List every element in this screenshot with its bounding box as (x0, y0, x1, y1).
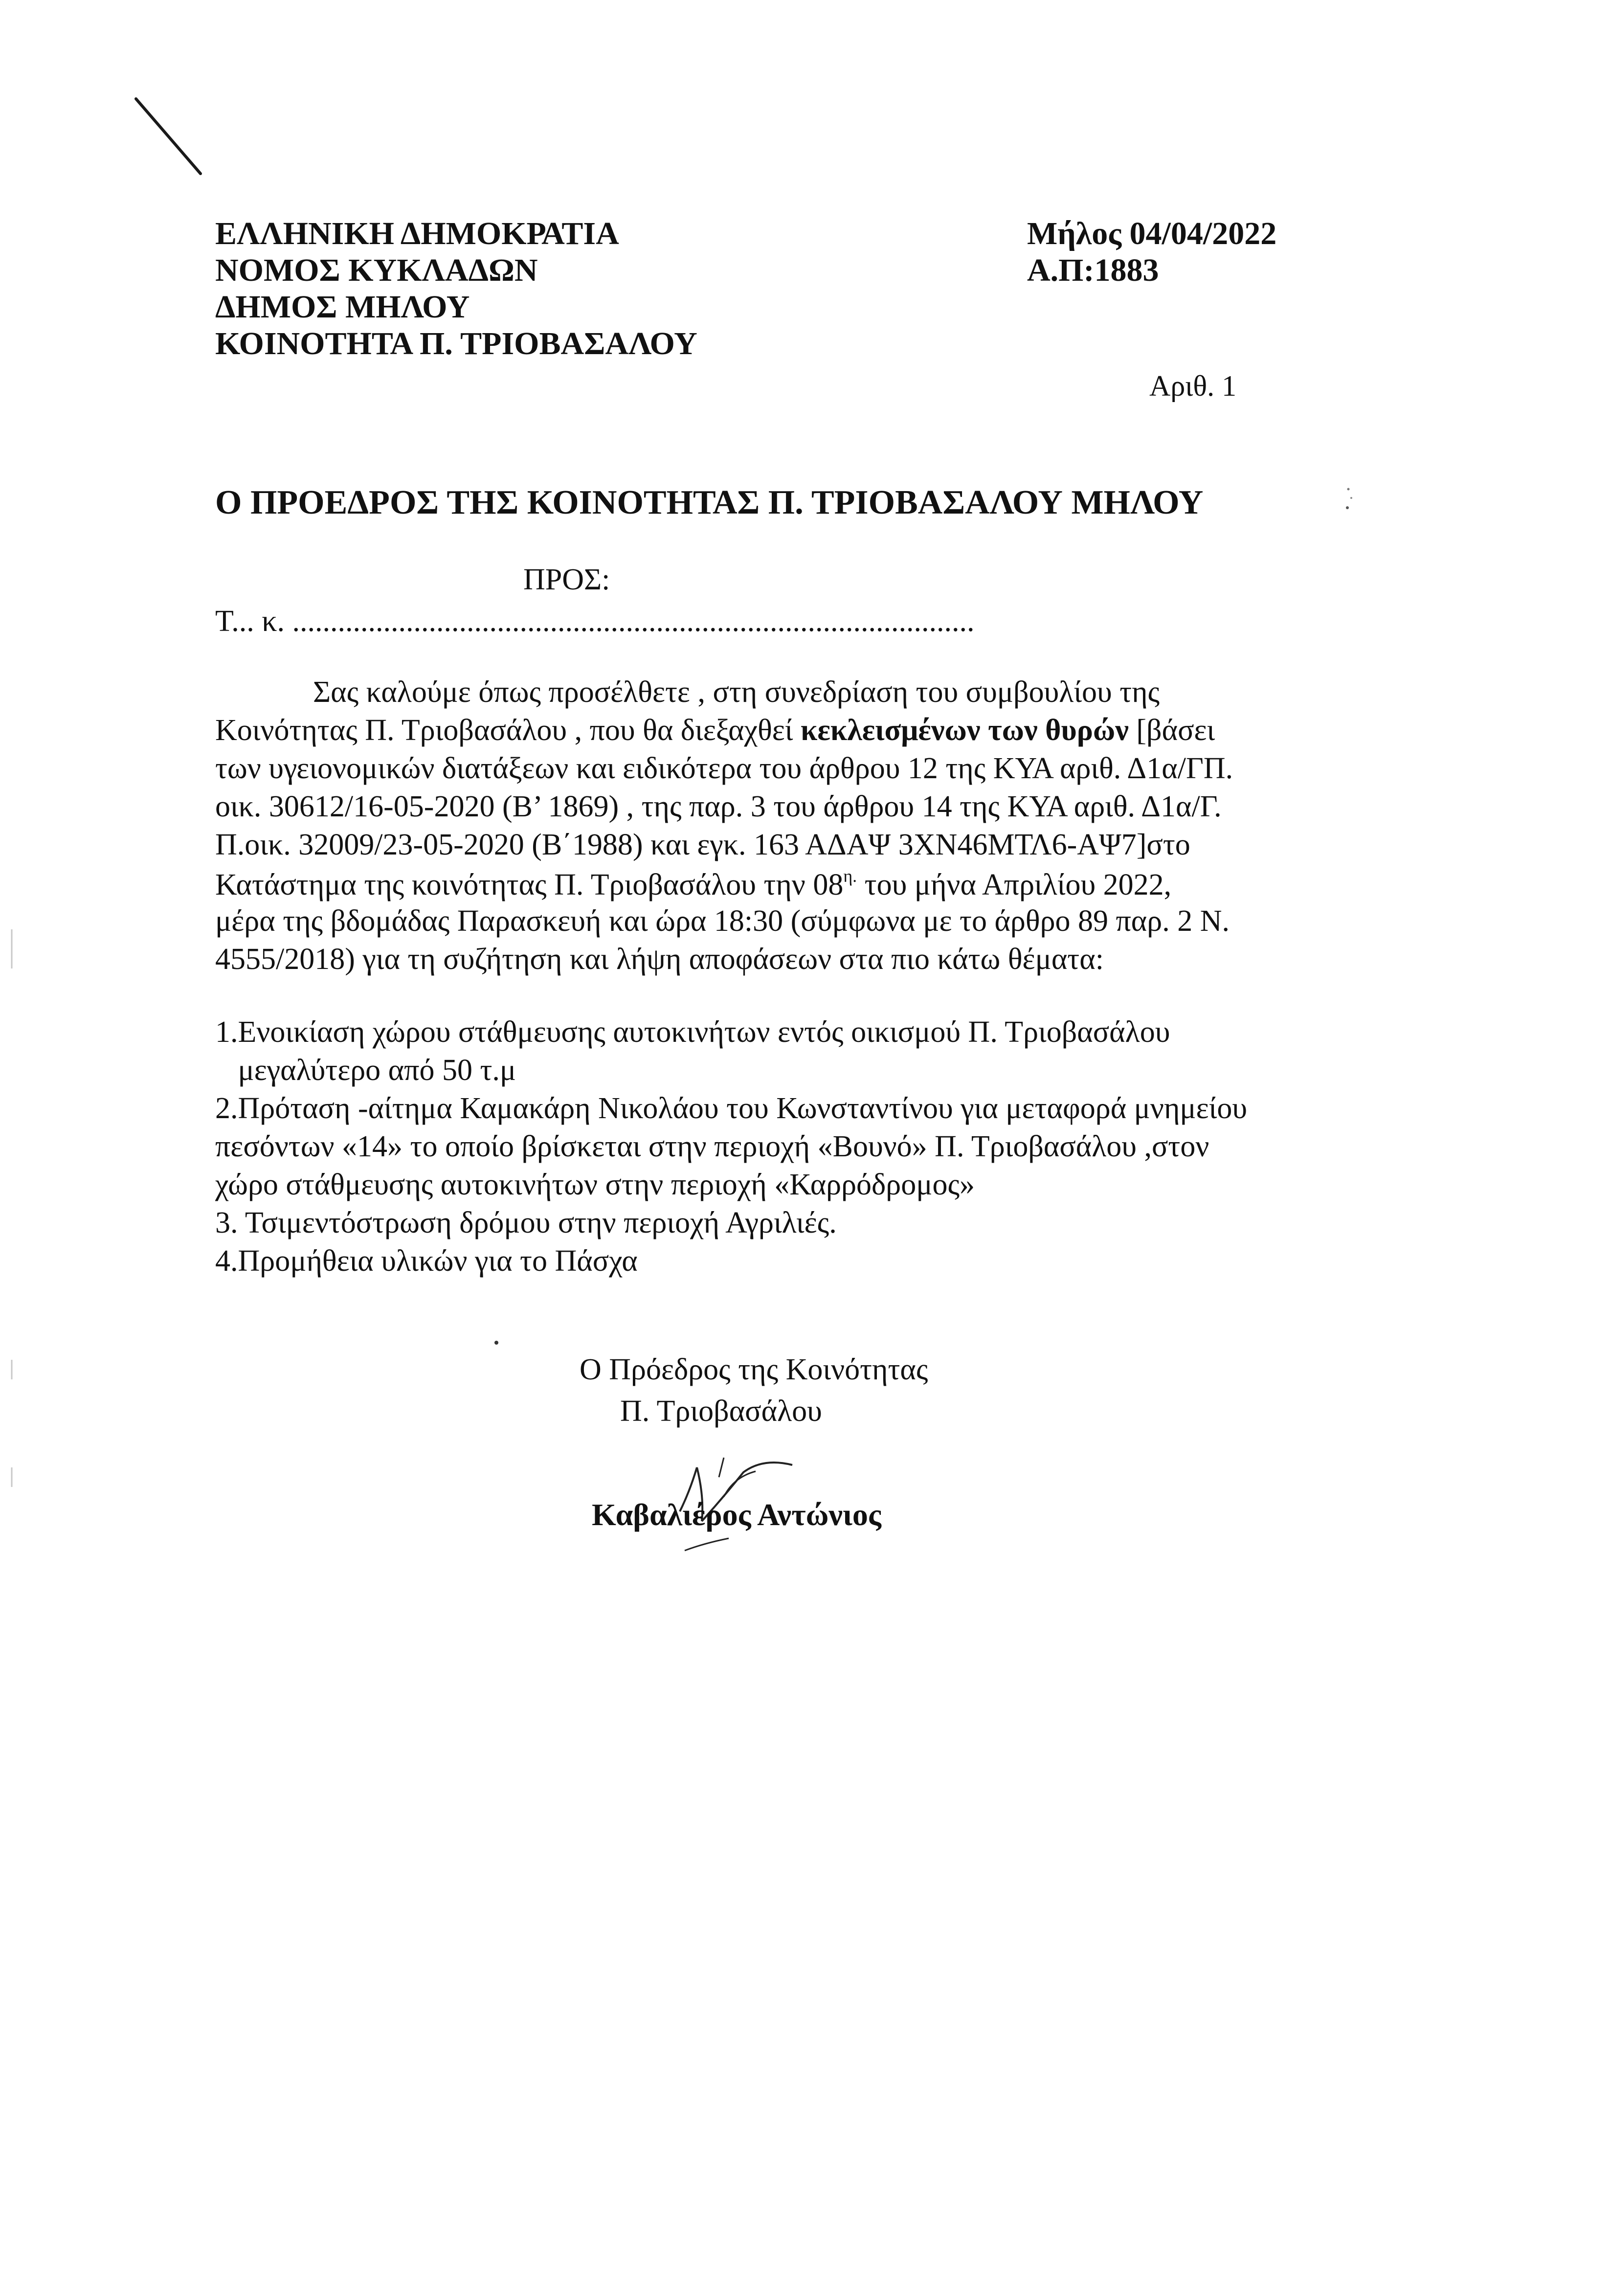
signatory-name: Καβαλιέρος Αντώνιος (592, 1497, 881, 1532)
body-line-8: 4555/2018) για τη συζήτηση και λήψη αποφάσεων στα πιο κάτω θέματα: (215, 943, 1104, 976)
body-line-6-text: Κατάστημα της κοινότητας Π. Τριοβασάλου την 08 (215, 868, 844, 901)
body-line-7: μέρα της βδομάδας Παρασκευή και ώρα 18:30 (σύμφωνα με το άρθρο 89 παρ. 2 Ν. (215, 904, 1230, 938)
recipient-line: Τ... κ. .......................................................................................... (215, 605, 975, 638)
body-line-2-end: [βάσει (1128, 714, 1215, 747)
closed-doors-phrase: κεκλεισμένων των θυρών (800, 714, 1129, 747)
authority-header (215, 215, 697, 362)
protocol-number: Α.Π:1883 (1027, 252, 1159, 288)
header-line-prefecture: ΝΟΜΟΣ ΚΥΚΛΑΔΩΝ (215, 252, 538, 288)
body-line-1: Σας καλούμε όπως προσέλθετε , στη συνεδρίαση του συμβουλίου της (313, 675, 1160, 709)
stray-dot (492, 1338, 501, 1348)
body-line-4: οικ. 30612/16-05-2020 (Β’ 1869) , της παρ. 3 του άρθρου 14 της ΚΥΑ αριθ. Δ1α/Γ. (215, 790, 1222, 823)
agenda-item-3: 3. Τσιμεντόστρωση δρόμου στην περιοχή Αγριλιές. (215, 1206, 837, 1239)
speck-mark (1342, 484, 1362, 518)
scan-mark (127, 93, 215, 186)
body-line-6-end: του μήνα Απριλίου 2022, (857, 868, 1172, 901)
body-line-2 (215, 713, 1215, 748)
header-line-republic: ΕΛΛΗΝΙΚΗ ΔΗΜΟΚΡΑΤΙΑ (215, 216, 619, 251)
date-protocol-block (1027, 215, 1276, 289)
body-line-3: των υγειονομικών διατάξεων και ειδικότερα του άρθρου 12 της ΚΥΑ αριθ. Δ1α/ΓΠ. (215, 752, 1233, 785)
signature-title: Ο Πρόεδρος της Κοινότητας (580, 1353, 928, 1386)
to-label: ΠΡΟΣ: (523, 563, 610, 596)
place-date: Μήλος 04/04/2022 (1027, 216, 1277, 251)
document-title: Ο ΠΡΟΕΔΡΟΣ ΤΗΣ ΚΟΙΝΟΤΗΤΑΣ Π. ΤΡΙΟΒΑΣΑΛΟΥ ΜΗΛΟΥ (215, 484, 1204, 521)
agenda-item-1: 1.Ενοικίαση χώρου στάθμευσης αυτοκινήτων εντός οικισμού Π. Τριοβασάλου (215, 1015, 1170, 1049)
agenda-item-4: 4.Προμήθεια υλικών για το Πάσχα (215, 1244, 638, 1278)
agenda-item-2: 2.Πρόταση -αίτημα Καμακάρη Νικολάου του Κωνσταντίνου για μεταφορά μνημείου (215, 1092, 1248, 1125)
agenda-item-1-cont: μεγαλύτερο από 50 τ.μ (215, 1054, 516, 1087)
body-line-2-text: Κοινότητας Π. Τριοβασάλου , που θα διεξαχθεί (215, 714, 801, 747)
ordinal-superscript: η. (843, 866, 857, 886)
signature-subtitle: Π. Τριοβασάλου (620, 1395, 822, 1428)
margin-specks (0, 538, 20, 1810)
body-line-5: Π.οικ. 32009/23-05-2020 (Β΄1988) και εγκ. 163 ΑΔΑΨ 3ΧΝ46ΜΤΛ6-ΑΨ7]στο (215, 828, 1190, 861)
agenda-item-2-cont-2: χώρο στάθμευσης αυτοκινήτων στην περιοχή «Καρρόδρομος» (215, 1168, 975, 1201)
header-line-municipality: ΔΗΜΟΣ ΜΗΛΟΥ (215, 289, 470, 325)
header-line-community: ΚΟΙΝΟΤΗΤΑ Π. ΤΡΙΟΒΑΣΑΛΟΥ (215, 326, 697, 361)
body-line-6 (215, 866, 1171, 902)
agenda-item-2-cont-1: πεσόντων «14» το οποίο βρίσκεται στην περιοχή «Βουνό» Π. Τριοβασάλου ,στον (215, 1130, 1209, 1163)
document-number: Αριθ. 1 (1149, 370, 1237, 402)
